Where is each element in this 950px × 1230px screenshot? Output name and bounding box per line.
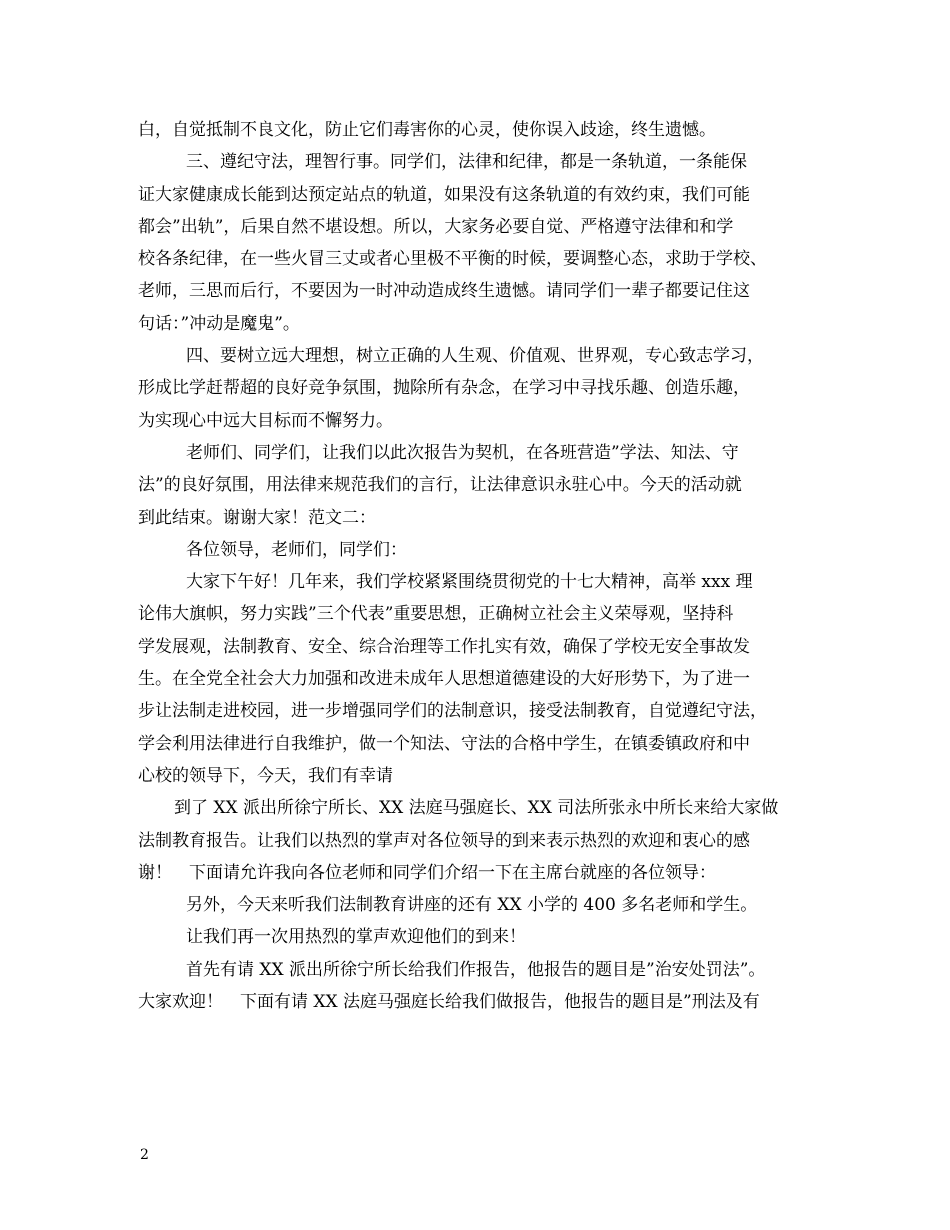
text-line: 学发展观，法制教育、安全、综合治理等工作扎实有效，确保了学校无安全事故发 xyxy=(138,636,750,657)
text-line: 法”的良好氛围，用法律来规范我们的言行，让法律意识永驻心中。今天的活动就 xyxy=(138,475,742,496)
text-line: 老师，三思而后行，不要因为一时冲动造成终生遗憾。请同学们一辈子都要记住这 xyxy=(138,281,750,302)
text-line: 都会”出轨”，后果自然不堪设想。所以，大家务必要自觉、严格遵守法律和和学 xyxy=(138,216,734,237)
text-line: 谢！ 下面请允许我向各位老师和同学们介绍一下在主席台就座的各位领导： xyxy=(138,862,716,883)
text-line: 大家下午好！几年来，我们学校紧紧围绕贯彻党的十七大精神，高举 xxx 理 xyxy=(186,572,753,593)
text-line: 白，自觉抵制不良文化，防止它们毒害你的心灵，使你误入歧途，终生遗憾。 xyxy=(138,120,716,140)
text-line: 大家欢迎！ 下面有请 XX 法庭马强庭长给我们做报告，他报告的题目是”刑法及有 xyxy=(138,992,760,1013)
text-line: 各位领导，老师们，同学们： xyxy=(186,539,407,560)
text-line: 步让法制走进校园，进一步增强同学们的法制意识，接受法制教育，自觉遵纪守法， xyxy=(138,701,767,722)
text-line: 为实现心中远大目标而不懈努力。 xyxy=(138,410,393,431)
text-line: 到了 XX 派出所徐宁所长、XX 法庭马强庭长、XX 司法所张永中所长来给大家做 xyxy=(174,798,779,819)
text-line: 生。在全党全社会大力加强和改进未成年人思想道德建设的大好形势下，为了进一 xyxy=(138,669,750,690)
text-line: 句话：”冲动是魔鬼”。 xyxy=(138,313,300,334)
text-line: 论伟大旗帜，努力实践”三个代表”重要思想，正确树立社会主义荣辱观，坚持科 xyxy=(138,604,734,625)
text-line: 让我们再一次用热烈的掌声欢迎他们的到来！ xyxy=(186,927,526,948)
text-line: 心校的领导下，今天，我们有幸请 xyxy=(138,765,393,786)
text-line: 另外，今天来听我们法制教育讲座的还有 XX 小学的 400 多名老师和学生。 xyxy=(186,895,758,916)
text-line: 法制教育报告。让我们以热烈的掌声对各位领导的到来表示热烈的欢迎和衷心的感 xyxy=(138,830,750,851)
text-line: 三、遵纪守法，理智行事。同学们，法律和纪律，都是一条轨道，一条能保 xyxy=(186,152,747,173)
text-line: 学会利用法律进行自我维护，做一个知法、守法的合格中学生，在镇委镇政府和中 xyxy=(138,733,750,754)
text-line: 首先有请 XX 派出所徐宁所长给我们作报告，他报告的题目是”治安处罚法”。 xyxy=(186,959,766,980)
text-line: 到此结束。谢谢大家！范文二： xyxy=(138,507,376,528)
document-body xyxy=(138,114,828,1018)
text-line: 证大家健康成长能到达预定站点的轨道，如果没有这条轨道的有效约束，我们可能 xyxy=(138,184,750,205)
text-line: 四、要树立远大理想，树立正确的人生观、价值观、世界观，专心致志学习， xyxy=(186,346,764,367)
page-number: 2 xyxy=(140,1147,149,1163)
text-line: 老师们、同学们，让我们以此次报告为契机，在各班营造”学法、知法、守 xyxy=(186,442,739,463)
text-line: 校各条纪律，在一些火冒三丈或者心里极不平衡的时候，要调整心态，求助于学校、 xyxy=(138,249,767,270)
text-line: 形成比学赶帮超的良好竞争氛围，抛除所有杂念，在学习中寻找乐趣、创造乐趣， xyxy=(138,378,750,399)
